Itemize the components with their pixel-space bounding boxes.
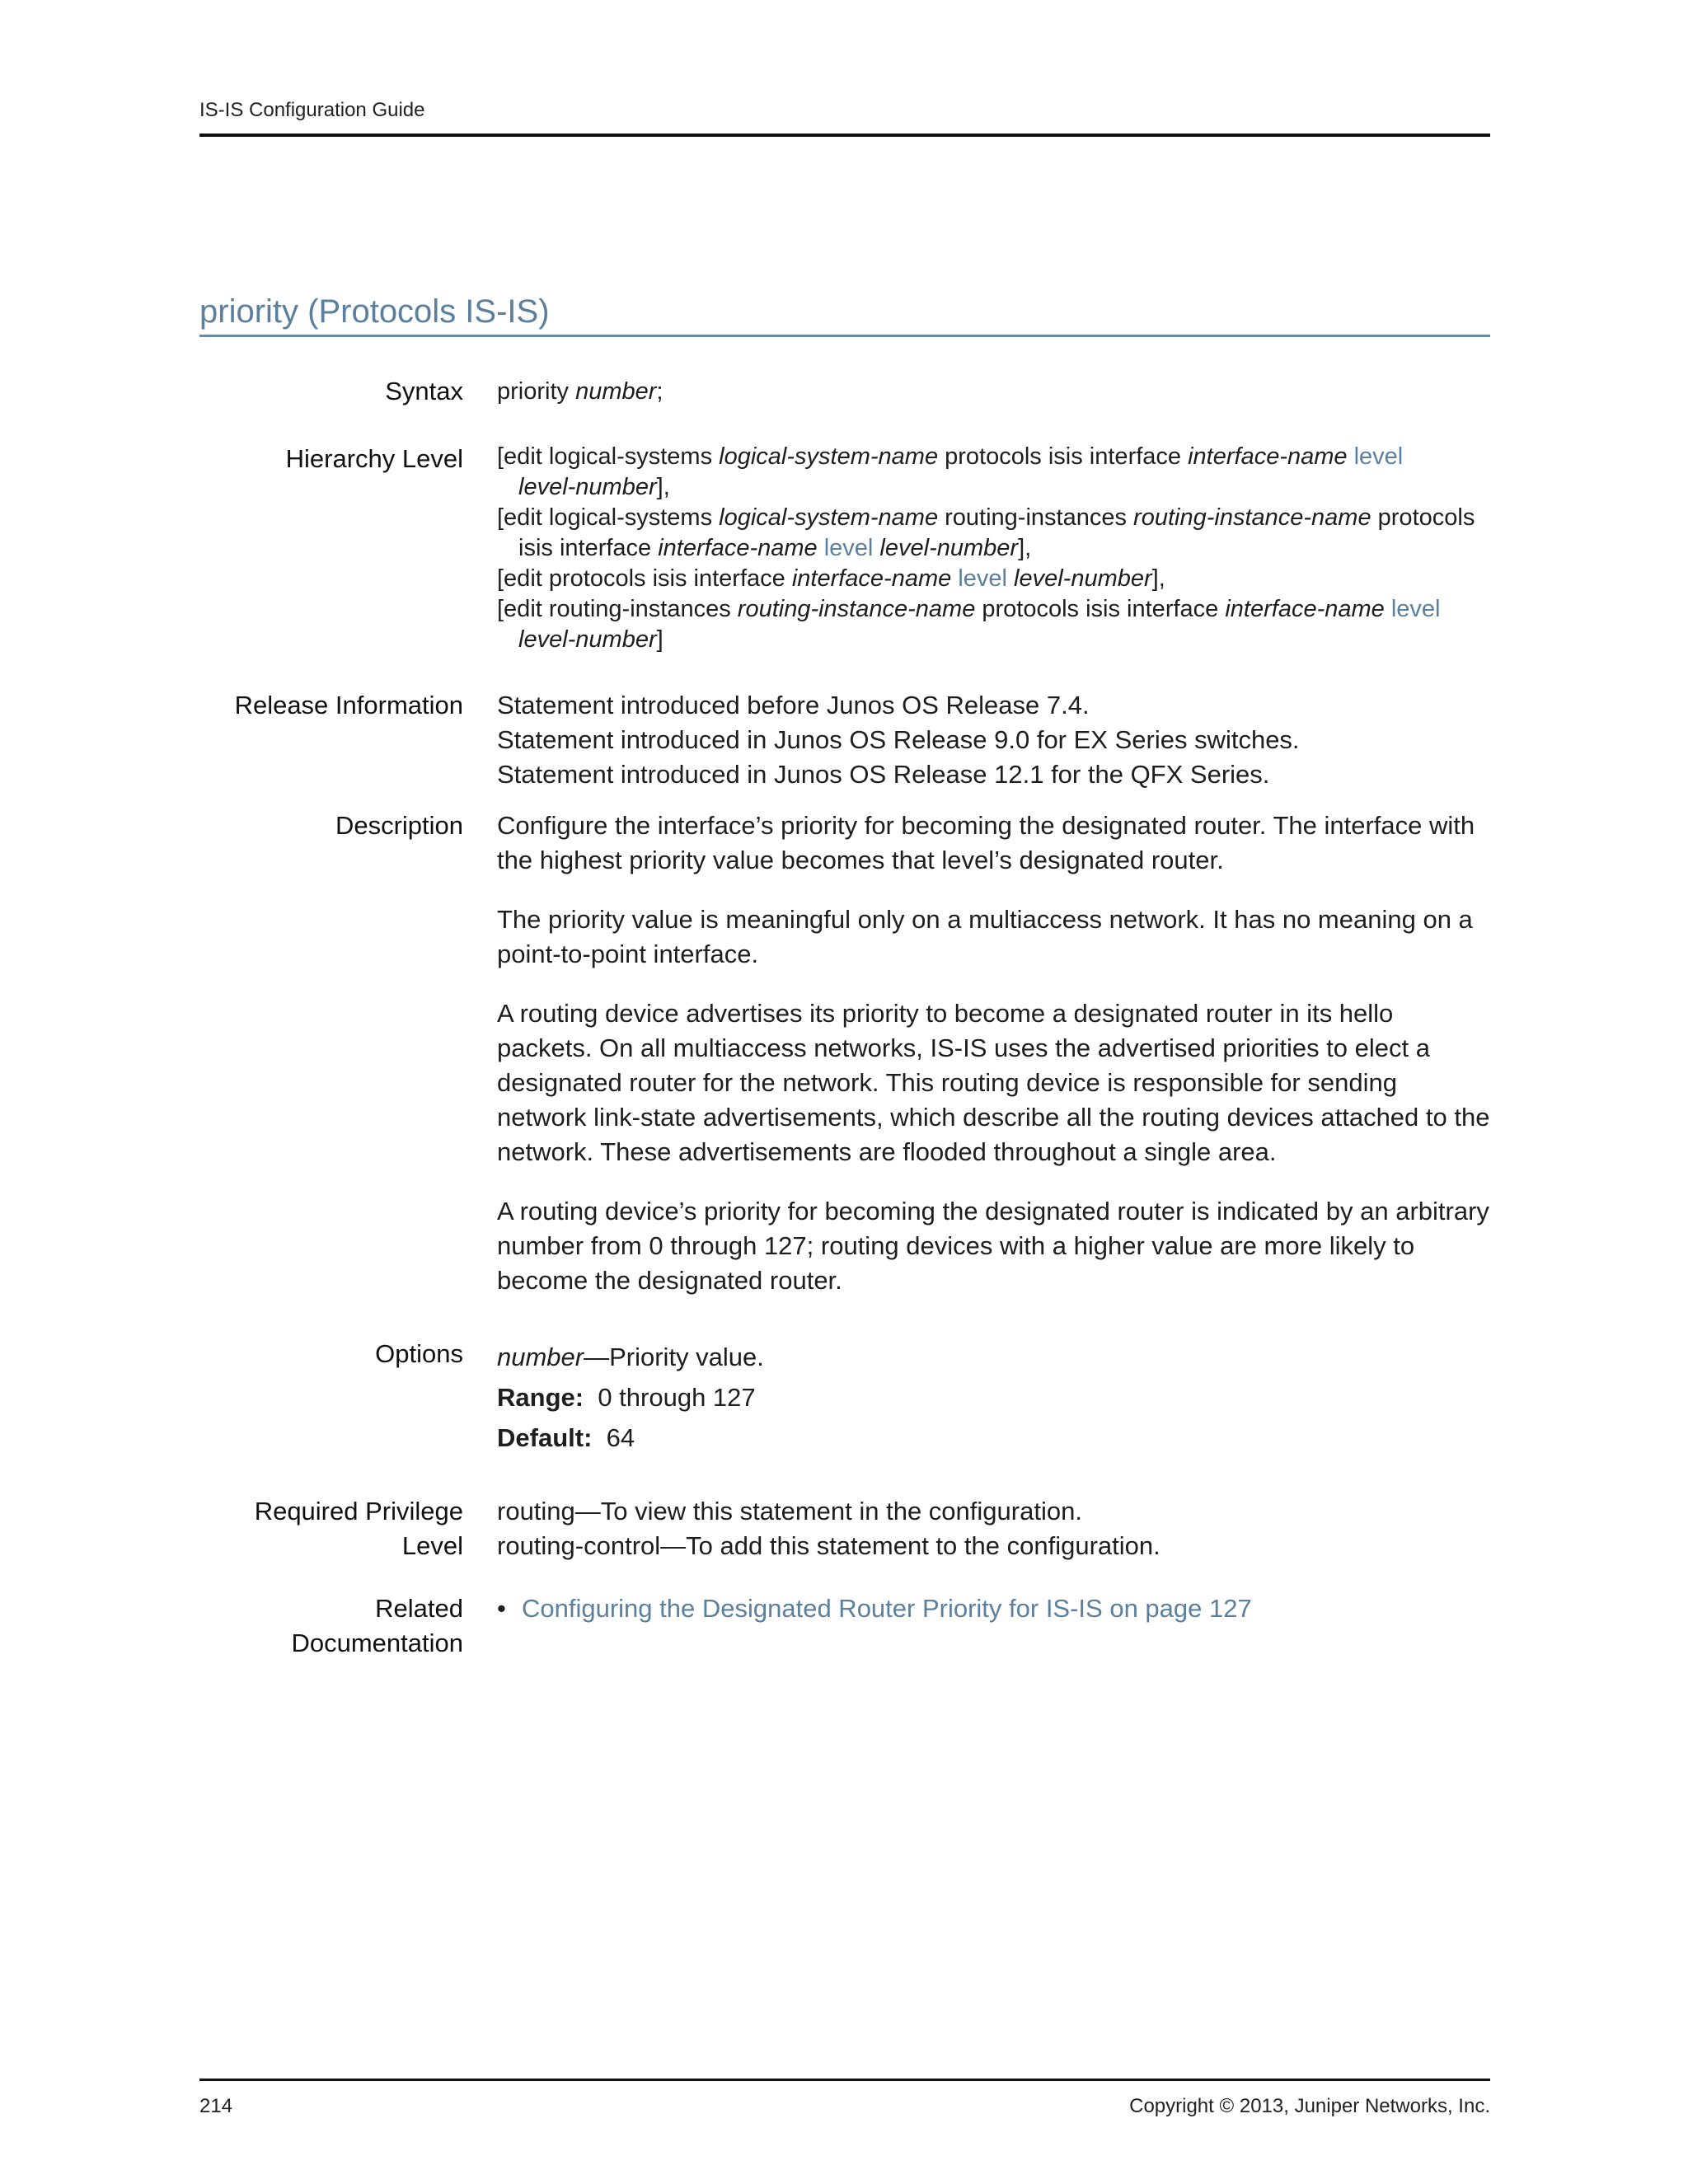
syntax-arg: number bbox=[575, 378, 657, 405]
description-paragraph: A routing device’s priority for becoming the designated router is indicated by an arbitrary number from 0 through 127; routing devices with a higher value are more likely to become the designated router. bbox=[497, 1197, 1489, 1295]
syntax-label: Syntax bbox=[385, 377, 463, 405]
header-rule bbox=[199, 134, 1490, 137]
related-link[interactable]: Configuring the Designated Router Priority for IS-IS on page 127 bbox=[522, 1594, 1252, 1623]
release-content bbox=[497, 688, 1490, 792]
default-label: Default: bbox=[497, 1423, 593, 1452]
hierarchy-line: [edit logical-systems logical-system-name protocols isis interface interface-name level bbox=[497, 443, 1404, 470]
privilege-line: routing—To view this statement in the configuration. bbox=[497, 1497, 1082, 1526]
syntax-keyword: priority bbox=[497, 378, 576, 405]
option-arg: number bbox=[497, 1343, 584, 1371]
release-line: Statement introduced in Junos OS Release 12.1 for the QFX Series. bbox=[497, 760, 1270, 789]
copyright: Copyright © 2013, Juniper Networks, Inc. bbox=[1129, 2095, 1490, 2117]
hierarchy-line: [edit logical-systems logical-system-name routing-instances routing-instance-name protocols bbox=[497, 504, 1475, 531]
syntax-content bbox=[497, 374, 1490, 409]
hierarchy-line: isis interface interface-name level level-number], bbox=[518, 535, 1032, 561]
hierarchy-line: [edit routing-instances routing-instance-name protocols isis interface interface-name level bbox=[497, 596, 1441, 622]
release-label: Release Information bbox=[234, 691, 463, 719]
option-range bbox=[497, 1377, 1490, 1418]
default-value: 64 bbox=[606, 1423, 635, 1452]
privilege-line: routing-control—To add this statement to the configuration. bbox=[497, 1531, 1160, 1560]
hierarchy-line: level-number] bbox=[518, 626, 663, 653]
description-label: Description bbox=[335, 811, 463, 840]
hierarchy-line: level-number], bbox=[518, 474, 670, 500]
range-label: Range: bbox=[497, 1383, 584, 1412]
options-content bbox=[497, 1337, 1490, 1458]
description-paragraph: The priority value is meaningful only on a multiaccess network. It has no meaning on a point-to-point interface. bbox=[497, 905, 1473, 968]
page-number: 214 bbox=[199, 2095, 233, 2117]
related-content bbox=[497, 1591, 1490, 1626]
syntax-suffix: ; bbox=[656, 378, 663, 405]
related-label: Related Documentation bbox=[291, 1594, 463, 1657]
privilege-content bbox=[497, 1494, 1490, 1563]
description-paragraph: A routing device advertises its priority to become a designated router in its hello packets. On all multiaccess networks, IS-IS uses the advertised priorities to elect a designated router for the network. This routing device is responsible for sending network link-state advertisements, which describe all the routing devices attached to the network. These advertisements are flooded throughout a single area. bbox=[497, 999, 1490, 1166]
hierarchy-content bbox=[497, 442, 1490, 655]
release-line: Statement introduced before Junos OS Release 7.4. bbox=[497, 691, 1090, 719]
range-value: 0 through 127 bbox=[598, 1383, 756, 1412]
description-content bbox=[497, 808, 1490, 1323]
guide-title: IS-IS Configuration Guide bbox=[199, 99, 425, 121]
footer-rule bbox=[199, 2079, 1490, 2081]
title-rule bbox=[199, 335, 1490, 337]
options-label: Options bbox=[375, 1339, 463, 1368]
statement-title-text: priority (Protocols IS-IS) bbox=[199, 293, 550, 330]
page-header bbox=[199, 99, 1490, 122]
bullet: • bbox=[497, 1594, 506, 1623]
hierarchy-line: [edit protocols isis interface interface-name level level-number], bbox=[497, 565, 1165, 592]
option-default bbox=[497, 1418, 1490, 1458]
privilege-label: Required Privilege Level bbox=[254, 1497, 463, 1560]
option-number bbox=[497, 1337, 1490, 1377]
release-line: Statement introduced in Junos OS Release 9.0 for EX Series switches. bbox=[497, 725, 1300, 754]
option-desc: —Priority value. bbox=[584, 1343, 764, 1371]
hierarchy-label: Hierarchy Level bbox=[285, 444, 463, 473]
statement-title bbox=[199, 293, 1490, 330]
description-paragraph: Configure the interface’s priority for becoming the designated router. The interface with the highest priority value becomes that level’s designated router. bbox=[497, 811, 1475, 874]
